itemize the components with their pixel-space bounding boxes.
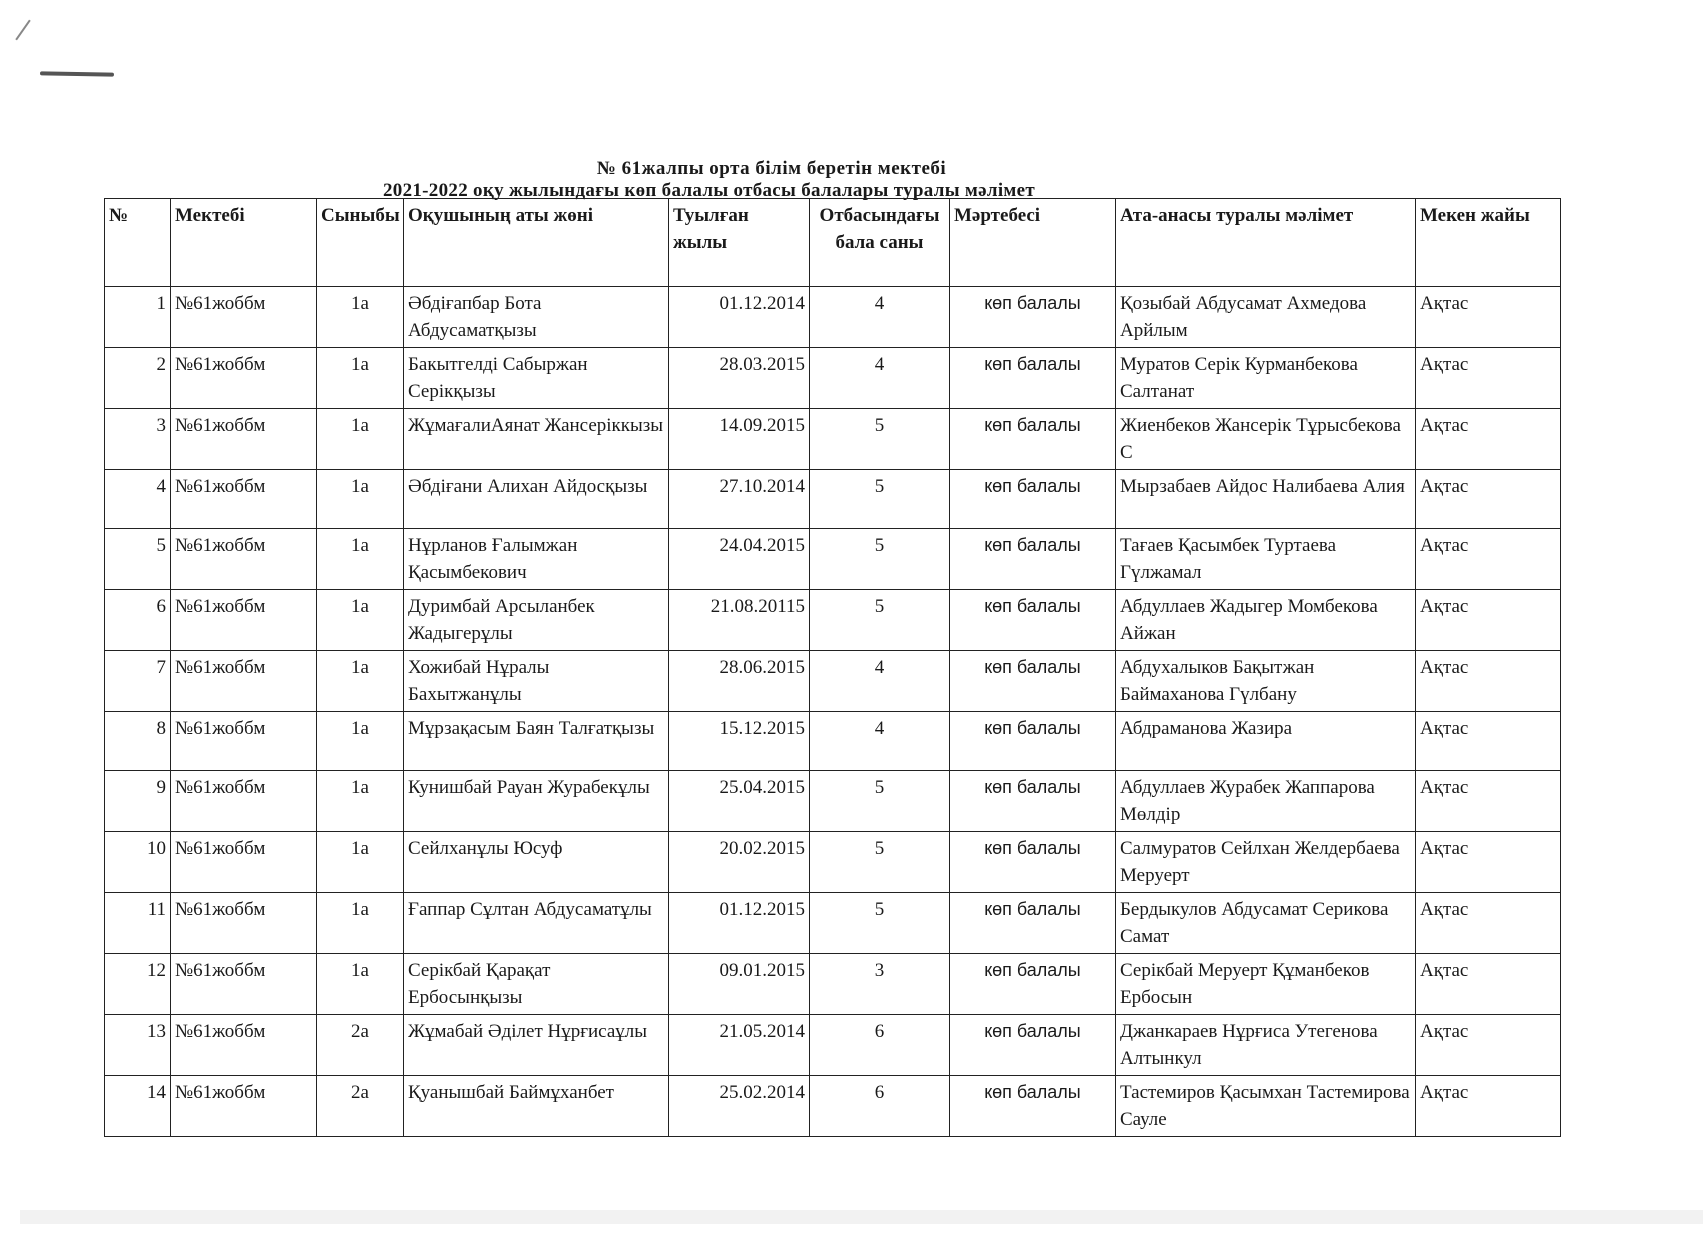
cell-children-count: 4 bbox=[810, 651, 950, 712]
students-table bbox=[104, 198, 1561, 1137]
cell-num: 3 bbox=[105, 409, 171, 470]
table-row bbox=[105, 1015, 1561, 1076]
cell-num: 9 bbox=[105, 771, 171, 832]
cell-status: көп балалы bbox=[950, 529, 1116, 590]
cell-children-count: 5 bbox=[810, 590, 950, 651]
cell-birth-date: 27.10.2014 bbox=[669, 470, 810, 529]
cell-children-count: 5 bbox=[810, 409, 950, 470]
cell-birth-date: 21.08.20115 bbox=[669, 590, 810, 651]
cell-parents: Бердыкулов Абдусамат Серикова Самат bbox=[1116, 893, 1416, 954]
cell-parents: Абдуллаев Журабек Жаппарова Мөлдір bbox=[1116, 771, 1416, 832]
scan-artifact-mark bbox=[40, 71, 114, 76]
cell-num: 12 bbox=[105, 954, 171, 1015]
cell-school: №61жоббм bbox=[171, 348, 317, 409]
cell-student-name: Қуанышбай Баймұханбет bbox=[404, 1076, 669, 1137]
cell-class: 1а bbox=[317, 954, 404, 1015]
cell-address: Ақтас bbox=[1416, 348, 1561, 409]
cell-school: №61жоббм bbox=[171, 409, 317, 470]
cell-parents: Серікбай Меруерт Құманбеков Ербосын bbox=[1116, 954, 1416, 1015]
cell-status: көп балалы bbox=[950, 409, 1116, 470]
cell-school: №61жоббм bbox=[171, 1015, 317, 1076]
cell-num: 5 bbox=[105, 529, 171, 590]
header-status: Мәртебесі bbox=[950, 199, 1116, 287]
cell-class: 2а bbox=[317, 1015, 404, 1076]
header-dob: Туылған жылы bbox=[669, 199, 810, 287]
cell-address: Ақтас bbox=[1416, 651, 1561, 712]
cell-school: №61жоббм bbox=[171, 287, 317, 348]
table-row bbox=[105, 954, 1561, 1015]
table-row bbox=[105, 1076, 1561, 1137]
header-num: № bbox=[105, 199, 171, 287]
cell-student-name: Әбдіғани Алихан Айдосқызы bbox=[404, 470, 669, 529]
cell-address: Ақтас bbox=[1416, 712, 1561, 771]
cell-student-name: Кунишбай Рауан Журабекұлы bbox=[404, 771, 669, 832]
cell-status: көп балалы bbox=[950, 832, 1116, 893]
cell-address: Ақтас bbox=[1416, 529, 1561, 590]
cell-parents: Қозыбай Абдусамат Ахмедова Арйлым bbox=[1116, 287, 1416, 348]
cell-children-count: 4 bbox=[810, 348, 950, 409]
cell-address: Ақтас bbox=[1416, 470, 1561, 529]
cell-parents: Тастемиров Қасымхан Тастемирова Сауле bbox=[1116, 1076, 1416, 1137]
table-row bbox=[105, 409, 1561, 470]
cell-children-count: 6 bbox=[810, 1015, 950, 1076]
cell-birth-date: 01.12.2015 bbox=[669, 893, 810, 954]
cell-status: көп балалы bbox=[950, 712, 1116, 771]
cell-num: 8 bbox=[105, 712, 171, 771]
cell-student-name: ЖұмағалиАянат Жансеріккызы bbox=[404, 409, 669, 470]
header-children: Отбасындағы бала саны bbox=[810, 199, 950, 287]
cell-birth-date: 21.05.2014 bbox=[669, 1015, 810, 1076]
cell-birth-date: 14.09.2015 bbox=[669, 409, 810, 470]
cell-num: 10 bbox=[105, 832, 171, 893]
cell-student-name: Нұрланов Ғалымжан Қасымбекович bbox=[404, 529, 669, 590]
cell-children-count: 3 bbox=[810, 954, 950, 1015]
cell-status: көп балалы bbox=[950, 470, 1116, 529]
table-body bbox=[105, 287, 1561, 1137]
cell-class: 1а bbox=[317, 651, 404, 712]
cell-class: 1а bbox=[317, 470, 404, 529]
cell-school: №61жоббм bbox=[171, 1076, 317, 1137]
cell-status: көп балалы bbox=[950, 348, 1116, 409]
cell-student-name: Бакытгелді Сабыржан Серікқызы bbox=[404, 348, 669, 409]
table-row bbox=[105, 712, 1561, 771]
document-subtitle: 2021-2022 оқу жылындағы көп балалы отбасы балалары туралы мәлімет bbox=[382, 181, 1036, 200]
cell-parents: Абдраманова Жазира bbox=[1116, 712, 1416, 771]
cell-class: 1а bbox=[317, 771, 404, 832]
cell-children-count: 5 bbox=[810, 832, 950, 893]
cell-children-count: 4 bbox=[810, 287, 950, 348]
cell-status: көп балалы bbox=[950, 287, 1116, 348]
cell-student-name: Хожибай Нұралы Бахытжанұлы bbox=[404, 651, 669, 712]
cell-parents: Абдуллаев Жадыгер Момбекова Айжан bbox=[1116, 590, 1416, 651]
cell-school: №61жоббм bbox=[171, 529, 317, 590]
cell-num: 14 bbox=[105, 1076, 171, 1137]
cell-num: 4 bbox=[105, 470, 171, 529]
cell-status: көп балалы bbox=[950, 771, 1116, 832]
cell-birth-date: 28.03.2015 bbox=[669, 348, 810, 409]
cell-children-count: 5 bbox=[810, 771, 950, 832]
cell-children-count: 4 bbox=[810, 712, 950, 771]
cell-num: 1 bbox=[105, 287, 171, 348]
header-school: Мектебі bbox=[171, 199, 317, 287]
cell-student-name: Мұрзақасым Баян Талғатқызы bbox=[404, 712, 669, 771]
cell-parents: Тағаев Қасымбек Туртаева Гүлжамал bbox=[1116, 529, 1416, 590]
cell-class: 1а bbox=[317, 348, 404, 409]
cell-num: 11 bbox=[105, 893, 171, 954]
cell-address: Ақтас bbox=[1416, 832, 1561, 893]
cell-school: №61жоббм bbox=[171, 590, 317, 651]
cell-address: Ақтас bbox=[1416, 1076, 1561, 1137]
cell-parents: Жиенбеков Жансерік Тұрысбекова С bbox=[1116, 409, 1416, 470]
header-class: Сыныбы bbox=[317, 199, 404, 287]
cell-address: Ақтас bbox=[1416, 590, 1561, 651]
table-row bbox=[105, 529, 1561, 590]
cell-status: көп балалы bbox=[950, 954, 1116, 1015]
cell-birth-date: 01.12.2014 bbox=[669, 287, 810, 348]
cell-birth-date: 20.02.2015 bbox=[669, 832, 810, 893]
table-row bbox=[105, 348, 1561, 409]
header-student: Оқушының аты жөні bbox=[404, 199, 669, 287]
cell-num: 13 bbox=[105, 1015, 171, 1076]
cell-status: көп балалы bbox=[950, 651, 1116, 712]
cell-parents: Мырзабаев Айдос Налибаева Алия bbox=[1116, 470, 1416, 529]
cell-address: Ақтас bbox=[1416, 409, 1561, 470]
cell-student-name: Серікбай Қарақат Ербосынқызы bbox=[404, 954, 669, 1015]
table-row bbox=[105, 832, 1561, 893]
cell-class: 2а bbox=[317, 1076, 404, 1137]
cell-school: №61жоббм bbox=[171, 771, 317, 832]
cell-class: 1а bbox=[317, 287, 404, 348]
table-row bbox=[105, 893, 1561, 954]
document-title: № 61жалпы орта білім беретін мектебі bbox=[596, 158, 947, 179]
cell-student-name: Жұмабай Әділет Нұрғисаұлы bbox=[404, 1015, 669, 1076]
cell-student-name: Сейлханұлы Юсуф bbox=[404, 832, 669, 893]
cell-num: 6 bbox=[105, 590, 171, 651]
cell-children-count: 5 bbox=[810, 470, 950, 529]
cell-birth-date: 24.04.2015 bbox=[669, 529, 810, 590]
cell-children-count: 5 bbox=[810, 529, 950, 590]
cell-school: №61жоббм bbox=[171, 470, 317, 529]
cell-status: көп балалы bbox=[950, 1015, 1116, 1076]
cell-parents: Абдухалыков Бақытжан Баймаханова Гүлбану bbox=[1116, 651, 1416, 712]
cell-class: 1а bbox=[317, 893, 404, 954]
cell-status: көп балалы bbox=[950, 893, 1116, 954]
cell-birth-date: 25.04.2015 bbox=[669, 771, 810, 832]
scan-bottom-edge bbox=[20, 1210, 1703, 1224]
cell-children-count: 6 bbox=[810, 1076, 950, 1137]
header-address: Мекен жайы bbox=[1416, 199, 1561, 287]
header-parents: Ата-анасы туралы мәлімет bbox=[1116, 199, 1416, 287]
table-row bbox=[105, 590, 1561, 651]
cell-address: Ақтас bbox=[1416, 954, 1561, 1015]
cell-address: Ақтас bbox=[1416, 1015, 1561, 1076]
cell-class: 1а bbox=[317, 590, 404, 651]
cell-birth-date: 25.02.2014 bbox=[669, 1076, 810, 1137]
cell-birth-date: 09.01.2015 bbox=[669, 954, 810, 1015]
cell-birth-date: 15.12.2015 bbox=[669, 712, 810, 771]
cell-num: 2 bbox=[105, 348, 171, 409]
cell-status: көп балалы bbox=[950, 590, 1116, 651]
cell-address: Ақтас bbox=[1416, 287, 1561, 348]
cell-num: 7 bbox=[105, 651, 171, 712]
cell-student-name: Әбдіғапбар Бота Абдусаматқызы bbox=[404, 287, 669, 348]
table-row bbox=[105, 651, 1561, 712]
cell-parents: Муратов Серік Курманбекова Салтанат bbox=[1116, 348, 1416, 409]
cell-class: 1а bbox=[317, 409, 404, 470]
cell-parents: Джанкараев Нұрғиса Утегенова Алтынкул bbox=[1116, 1015, 1416, 1076]
cell-children-count: 5 bbox=[810, 893, 950, 954]
cell-class: 1а bbox=[317, 712, 404, 771]
cell-school: №61жоббм bbox=[171, 651, 317, 712]
cell-student-name: Дуримбай Арсыланбек Жадыгерұлы bbox=[404, 590, 669, 651]
cell-birth-date: 28.06.2015 bbox=[669, 651, 810, 712]
cell-school: №61жоббм bbox=[171, 712, 317, 771]
table-header-row bbox=[105, 199, 1561, 287]
cell-school: №61жоббм bbox=[171, 954, 317, 1015]
cell-class: 1а bbox=[317, 529, 404, 590]
table-row bbox=[105, 771, 1561, 832]
cell-school: №61жоббм bbox=[171, 832, 317, 893]
cell-student-name: Ғаппар Сұлтан Абдусаматұлы bbox=[404, 893, 669, 954]
cell-class: 1а bbox=[317, 832, 404, 893]
cell-parents: Салмуратов Сейлхан Желдербаева Меруерт bbox=[1116, 832, 1416, 893]
scan-artifact-slash bbox=[15, 20, 30, 41]
cell-address: Ақтас bbox=[1416, 893, 1561, 954]
table-row bbox=[105, 470, 1561, 529]
table-row bbox=[105, 287, 1561, 348]
cell-status: көп балалы bbox=[950, 1076, 1116, 1137]
cell-school: №61жоббм bbox=[171, 893, 317, 954]
cell-address: Ақтас bbox=[1416, 771, 1561, 832]
